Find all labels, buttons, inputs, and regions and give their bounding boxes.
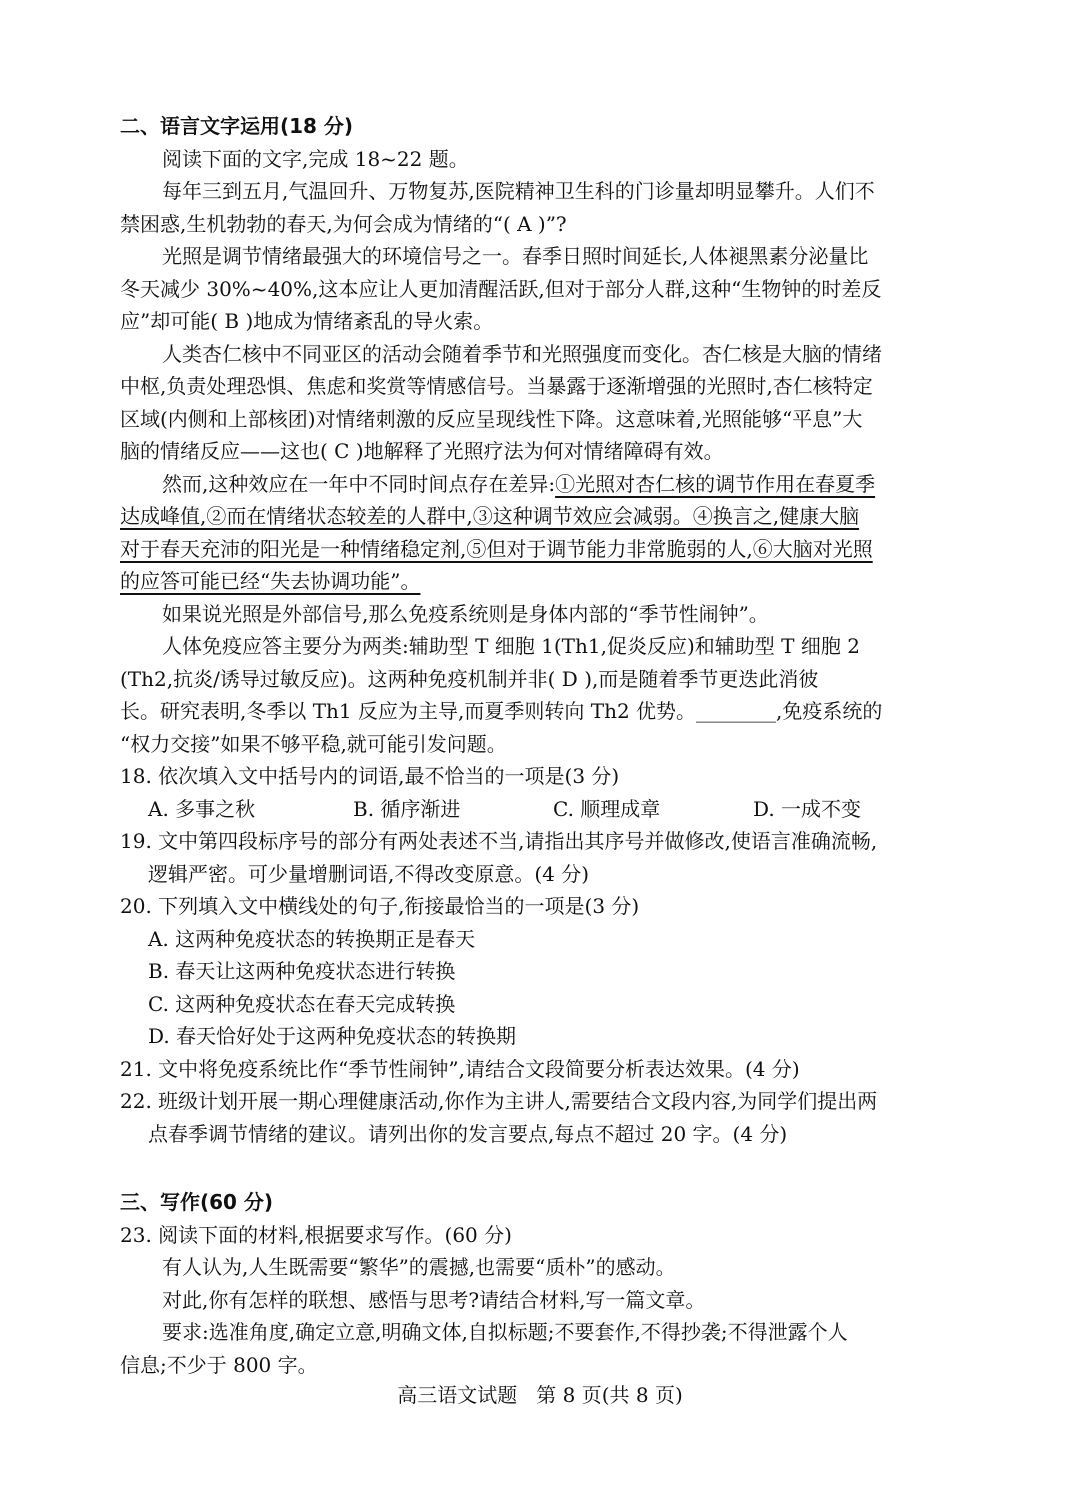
underlined-numbered-segment-1: ①光照对杏仁核的调节作用在春夏季 [555, 471, 876, 496]
question-19-line-1: 19. 文中第四段标序号的部分有两处表述不当,请指出其序号并做修改,使语言准确流畅, [120, 829, 878, 853]
question-20-stem: 20. 下列填入文中横线处的句子,衔接最恰当的一项是(3 分) [120, 894, 640, 918]
question-18-options [120, 793, 965, 826]
underlined-numbered-segment-2: 达成峰值,②而在情绪状态较差的人群中,③这种调节效应会减弱。④换言之,健康大脑 [120, 504, 860, 528]
question-20-option-a: A. 这两种免疫状态的转换期正是春天 [148, 926, 476, 951]
question-18-option-c: C. 顺理成章 [553, 796, 661, 821]
passage-paragraph-5: 如果说光照是外部信号,那么免疫系统则是身体内部的“季节性闹钟”。 [162, 601, 769, 626]
question-19-line-2: 逻辑严密。可少量增删词语,不得改变原意。(4 分) [148, 861, 590, 886]
reading-instruction: 阅读下面的文字,完成 18~22 题。 [162, 146, 469, 171]
underlined-numbered-segment-4: 的应答可能已经“失去协调功能”。 [120, 569, 421, 593]
question-18-option-a: A. 多事之秋 [148, 796, 256, 821]
passage-paragraph-6-line-1: 人体免疫应答主要分为两类:辅助型 T 细胞 1(Th1,促炎反应)和辅助型 T 细胞 2 [162, 634, 860, 658]
section-gap [120, 1150, 965, 1186]
writing-requirements-line-2: 信息;不少于 800 字。 [120, 1352, 318, 1377]
question-20-option-b: B. 春天让这两种免疫状态进行转换 [148, 959, 456, 983]
passage-paragraph-6-line-3: 长。研究表明,冬季以 Th1 反应为主导,而夏季则转向 Th2 优势。________,免疫系统的 [120, 699, 883, 723]
passage-paragraph-2-line-2: 冬天减少 30%~40%,这本应让人更加清醒活跃,但对于部分人群,这种“生物钟的时差反 [120, 276, 882, 301]
writing-requirements-line-1: 要求:选准角度,确定立意,明确文体,自拟标题;不要套作,不得抄袭;不得泄露个人 [162, 1320, 848, 1344]
question-21: 21. 文中将免疫系统比作“季节性闹钟”,请结合文段简要分析表达效果。(4 分) [120, 1056, 800, 1081]
passage-paragraph-3-line-3: 区域(内侧和上部核团)对情绪刺激的反应呈现线性下降。这意味着,光照能够“平息”大 [120, 406, 863, 431]
passage-paragraph-4-line-1 [120, 468, 965, 501]
page-footer: 高三语文试题 第 8 页(共 8 页) [397, 1383, 683, 1407]
passage-paragraph-2-line-3: 应”却可能( B )地成为情绪紊乱的导火索。 [120, 309, 494, 333]
writing-material: 有人认为,人生既需要“繁华”的震撼,也需要“质朴”的感动。 [162, 1255, 676, 1279]
passage-paragraph-1-line-1: 每年三到五月,气温回升、万物复苏,医院精神卫生科的门诊量却明显攀升。人们不 [162, 179, 875, 203]
question-23: 23. 阅读下面的材料,根据要求写作。(60 分) [120, 1222, 512, 1247]
passage-paragraph-3-line-4: 脑的情绪反应——这也( C )地解释了光照疗法为何对情绪障碍有效。 [120, 439, 724, 463]
question-18-option-d: D. 一成不变 [753, 796, 862, 821]
passage-paragraph-2-line-1: 光照是调节情绪最强大的环境信号之一。春季日照时间延长,人体褪黑素分泌量比 [162, 244, 869, 268]
exam-page [120, 110, 965, 1381]
question-20-option-d: D. 春天恰好处于这两种免疫状态的转换期 [148, 1024, 517, 1048]
passage-paragraph-6-line-4: “权力交接”如果不够平稳,就可能引发问题。 [120, 731, 507, 756]
question-20-option-c: C. 这两种免疫状态在春天完成转换 [148, 991, 456, 1016]
passage-paragraph-6-line-2: (Th2,抗炎/诱导过敏反应)。这两种免疫机制并非( D ),而是随着季节更迭此消彼 [120, 666, 819, 691]
question-22-line-2: 点春季调节情绪的建议。请列出你的发言要点,每点不超过 20 字。(4 分) [148, 1121, 788, 1146]
underlined-numbered-segment-3: 对于春天充沛的阳光是一种情绪稳定剂,⑤但对于调节能力非常脆弱的人,⑥大脑对光照 [120, 536, 873, 561]
question-22-line-1: 22. 班级计划开展一期心理健康活动,你作为主讲人,需要结合文段内容,为同学们提出两 [120, 1089, 878, 1113]
passage-paragraph-3-line-1: 人类杏仁核中不同亚区的活动会随着季节和光照强度而变化。杏仁核是大脑的情绪 [162, 341, 882, 366]
passage-paragraph-1-line-2: 禁困惑,生机勃勃的春天,为何会成为情绪的“( A )”? [120, 211, 567, 236]
passage-paragraph-3-line-2: 中枢,负责处理恐惧、焦虑和奖赏等情感信号。当暴露于逐渐增强的光照时,杏仁核特定 [120, 374, 873, 398]
question-18-stem: 18. 依次填入文中括号内的词语,最不恰当的一项是(3 分) [120, 764, 620, 788]
section3-heading: 三、写作(60 分) [120, 1190, 274, 1214]
section2-heading: 二、语言文字运用(18 分) [120, 114, 354, 138]
question-18-option-b: B. 循序渐进 [353, 796, 461, 821]
paragraph-4-lead: 然而,这种效应在一年中不同时间点存在差异: [162, 471, 556, 496]
writing-prompt: 对此,你有怎样的联想、感悟与思考?请结合材料,写一篇文章。 [162, 1287, 706, 1312]
